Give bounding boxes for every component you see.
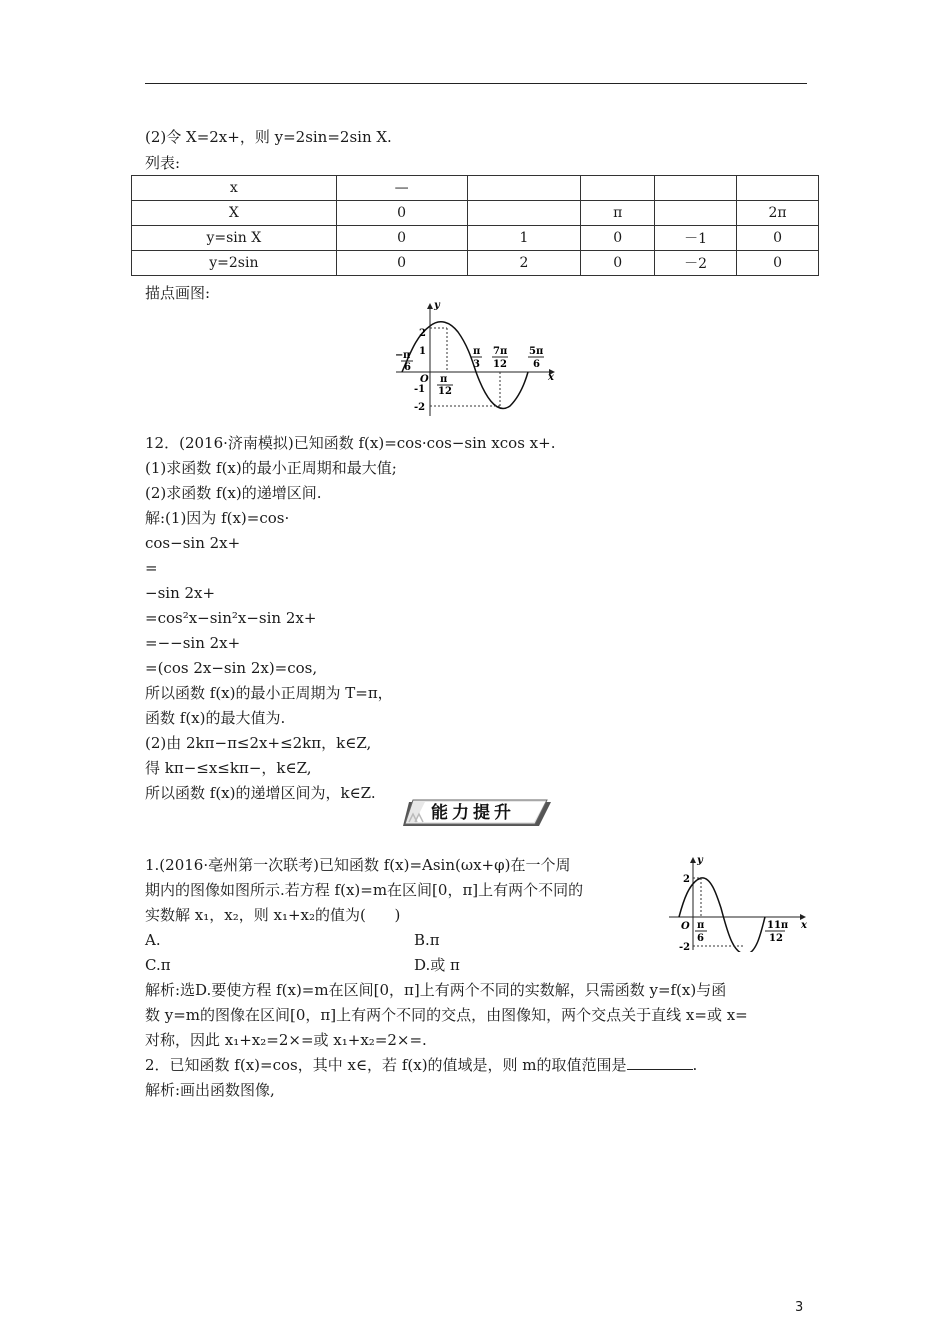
table-cell: －2	[655, 251, 737, 276]
x-axis-label: x	[801, 920, 807, 931]
q1-solution-line: 解析:选D.要使方程 f(x)=m在区间[0，π]上有两个不同的实数解，只需函数 y=f(x)与函	[145, 981, 727, 999]
q12-line: 所以函数 f(x)的最小正周期为 T=π，	[145, 684, 393, 702]
table-cell: 0	[737, 226, 819, 251]
q1-solution-line: 对称，因此 x₁+x₂=2×=或 x₁+x₂=2×=.	[145, 1031, 427, 1049]
q12-line: cos−sin 2x+	[145, 534, 241, 552]
x-tick-num: π	[403, 350, 411, 361]
table-cell: 1	[467, 226, 581, 251]
q1-line: 1.(2016·亳州第一次联考)已知函数 f(x)=Asin(ωx+φ)在一个周	[145, 856, 571, 874]
list-label: 列表:	[145, 154, 181, 172]
q12-line: (2)求函数 f(x)的递增区间.	[145, 484, 322, 502]
table-cell	[467, 176, 581, 201]
x-tick-den: 6	[404, 362, 411, 373]
table-cell	[581, 176, 655, 201]
table-cell	[655, 176, 737, 201]
q12-line: =cos²x−sin²x−sin 2x+	[145, 609, 317, 627]
x-tick-num: 5π	[529, 346, 544, 357]
x-tick-sign: −	[395, 350, 404, 361]
part2-line: (2)令 X=2x+，则 y=2sin=2sin X.	[145, 128, 392, 146]
sine-curve	[679, 878, 765, 952]
sine-graph-1	[392, 298, 562, 420]
x-tick-den: 6	[697, 933, 704, 944]
table-cell: 0	[336, 251, 467, 276]
section-banner	[403, 798, 551, 830]
y-axis-label: y	[697, 855, 703, 866]
table-cell: 0	[336, 226, 467, 251]
q12-line: =(cos 2x−sin 2x)=cos,	[145, 659, 318, 677]
answer-blank	[627, 1055, 693, 1070]
y-tick-label: -2	[414, 402, 426, 413]
table-cell: 2	[467, 251, 581, 276]
q12-line: =−−sin 2x+	[145, 634, 241, 652]
table-cell	[655, 201, 737, 226]
q12-line: =	[145, 559, 158, 577]
table-row	[132, 176, 819, 201]
y-axis-label: y	[434, 300, 440, 311]
q2-solution: 解析:画出函数图像,	[145, 1081, 275, 1099]
table-cell: 0	[581, 226, 655, 251]
table-cell: x	[132, 176, 337, 201]
table-cell: π	[581, 201, 655, 226]
table-cell: —	[336, 176, 467, 201]
sine-graph-2	[665, 852, 810, 952]
x-tick-num: 11π	[767, 920, 789, 931]
y-tick-label: 2	[683, 874, 690, 885]
table-cell: 2π	[737, 201, 819, 226]
x-tick-num: π	[440, 374, 448, 385]
option-b: B.π	[414, 931, 440, 949]
origin-label: O	[420, 374, 429, 385]
x-tick-num: π	[697, 920, 705, 931]
q12-line: 函数 f(x)的最大值为.	[145, 709, 286, 727]
x-tick-den: 12	[493, 359, 507, 370]
banner-title: 能力提升	[431, 803, 515, 823]
q12-line: 12．(2016·济南模拟)已知函数 f(x)=cos·cos−sin xcos x+.	[145, 434, 556, 452]
y-tick-label: 2	[419, 328, 426, 339]
plot-label: 描点画图:	[145, 284, 211, 302]
table-cell: 0	[336, 201, 467, 226]
q2-stem-text: 2．已知函数 f(x)=cos，其中 x∈，若 f(x)的值域是，则 m的取值范围是	[145, 1056, 627, 1074]
q1-line: 实数解 x₁，x₂，则 x₁+x₂的值为( )	[145, 906, 401, 924]
x-tick-num: π	[473, 346, 481, 357]
option-d: D.或 π	[414, 956, 460, 974]
q1-solution-line: 数 y=m的图像在区间[0，π]上有两个不同的交点，由图像知，两个交点关于直线 x=或 x=	[145, 1006, 748, 1024]
q2-stem-end: .	[692, 1056, 698, 1074]
x-tick-den: 12	[438, 386, 452, 397]
x-axis-label: x	[548, 372, 554, 383]
table-row	[132, 251, 819, 276]
table-cell: 0	[737, 251, 819, 276]
y-tick-label: -1	[414, 384, 426, 395]
q1-line: 期内的图像如图所示.若方程 f(x)=m在区间[0，π]上有两个不同的	[145, 881, 584, 899]
page-number: 3	[795, 1300, 804, 1315]
option-a: A.	[145, 931, 161, 949]
value-table	[131, 175, 819, 276]
x-tick-den: 6	[533, 359, 540, 370]
table-cell: －1	[655, 226, 737, 251]
table-row	[132, 201, 819, 226]
q12-line: (1)求函数 f(x)的最小正周期和最大值;	[145, 459, 397, 477]
q12-line: −sin 2x+	[145, 584, 216, 602]
q12-line: (2)由 2kπ−π≤2x+≤2kπ，k∈Z,	[145, 734, 372, 752]
table-cell: y=2sin	[132, 251, 337, 276]
q2-stem	[145, 1055, 697, 1075]
q12-line: 所以函数 f(x)的递增区间为，k∈Z.	[145, 784, 376, 802]
origin-label: O	[681, 921, 690, 932]
y-tick-label: 1	[419, 346, 426, 357]
x-tick-num: 7π	[493, 346, 508, 357]
q12-line: 解:(1)因为 f(x)=cos·	[145, 509, 290, 527]
x-tick-den: 3	[473, 359, 480, 370]
table-cell	[467, 201, 581, 226]
q12-line: 得 kπ−≤x≤kπ−，k∈Z,	[145, 759, 312, 777]
x-tick-den: 12	[769, 933, 783, 944]
y-tick-label: -2	[679, 942, 691, 952]
table-cell: X	[132, 201, 337, 226]
table-cell: 0	[581, 251, 655, 276]
table-cell: y=sin X	[132, 226, 337, 251]
header-rule	[145, 83, 807, 84]
table-row	[132, 226, 819, 251]
table-cell	[737, 176, 819, 201]
option-c: C.π	[145, 956, 171, 974]
